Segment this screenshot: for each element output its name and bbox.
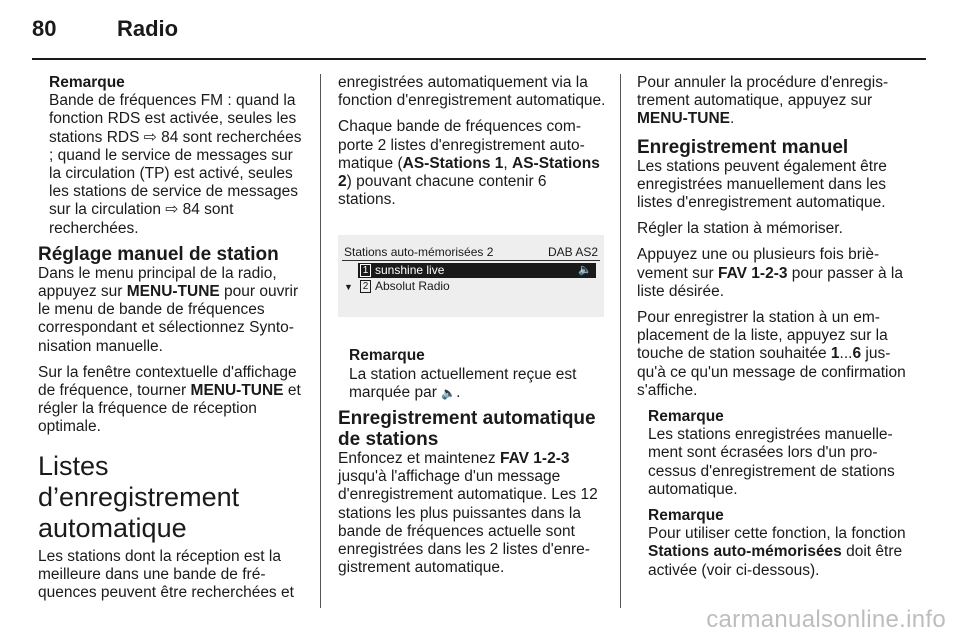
note-title: Remarque: [49, 74, 125, 91]
paragraph: Dans le menu principal de la radio, appuyez sur MENU-TUNE pour ouvrir le menu de bande de fréquences correspondant et sélectionnez Syntonisation manuelle.: [38, 264, 299, 355]
paragraph: enregistrées automatiquement via la fonction d'enregistrement automatique.: [338, 74, 606, 110]
station-row-selected: 1 sunshine live 🔈: [358, 263, 596, 278]
heading-auto-store: Enregistrement automatique de stations: [338, 408, 596, 451]
column-divider-2: [620, 74, 621, 608]
paragraph: Les stations peuvent également être enregistrées manuellement dans les listes d'enregistrement automatique.: [637, 157, 887, 212]
page-ref-icon: ⇨: [143, 128, 157, 146]
station-row: 2 Absolut Radio: [358, 279, 596, 294]
column-divider-1: [320, 74, 321, 608]
speaker-icon: 🔈: [441, 385, 457, 400]
column-3: [637, 74, 907, 580]
page-ref-icon: ⇨: [165, 201, 179, 219]
radio-display-screenshot: [338, 235, 604, 317]
paragraph: Sur la fenêtre contextuelle d'affichage de fréquence, tourner MENU-TUNE et régler la fréquence de réception optimale.: [38, 363, 301, 436]
paragraph: Enfoncez et maintenez FAV 1-2-3 jusqu'à l'affichage d'un message d'enregistrement automatique. Les 12 stations les plus puissantes dans la bande de fréquences actuelle sont enregistrées dans les 2 listes d'enregistrement automatique.: [338, 450, 598, 577]
column-1: [38, 74, 306, 610]
note-overwrite: Remarque Les stations enregistrées manuellement sont écrasées lors d'un processus d'enregistrement de stations automatique.: [648, 408, 895, 498]
triangle-down-icon: ▼: [344, 282, 353, 293]
paragraph: Appuyez une ou plusieurs fois brièvement sur FAV 1-2-3 pour passer à la liste désirée.: [637, 246, 903, 300]
paragraph: Pour annuler la procédure d'enregistrement automatique, appuyez sur MENU-TUNE.: [637, 74, 889, 128]
watermark: carmanualsonline.info: [706, 606, 946, 633]
note-enable-function: Remarque Pour utiliser cette fonction, la fonction Stations auto-mémorisées doit être activée (voir ci-dessous).: [648, 507, 906, 579]
speaker-icon: 🔈: [578, 264, 592, 277]
note-fm: Remarque Bande de fréquences FM : quand la fonction RDS est activée, seules les stations RDS ⇨ 84 sont recherchées ; quand le service de messages sur la circulation (TP) est activé, seules les stations de service de messages sur la circulation ⇨ 84 sont recherchées.: [38, 74, 306, 238]
page-header: [32, 16, 932, 56]
paragraph: Pour enregistrer la station à un emplacement de la liste, appuyez sur la touche de station souhaitée 1...6 jusqu'à ce qu'un message de confirmation s'affiche.: [637, 309, 906, 399]
page-number: 80: [32, 16, 57, 41]
heading-autostore-lists: Listes d’enregistrement automatique: [38, 450, 240, 543]
display-title: Stations auto-mémorisées 2: [344, 245, 494, 260]
paragraph: Les stations dont la réception est la meilleure dans une bande de fréquences peuvent être recherchées et: [38, 547, 294, 602]
heading-manual-store: Enregistrement manuel: [637, 136, 849, 158]
paragraph: Régler la station à mémoriser.: [637, 220, 843, 238]
heading-manual-tuning: Réglage manuel de station: [38, 243, 279, 265]
display-band: DAB AS2: [547, 245, 598, 260]
display-divider: [342, 260, 600, 261]
note-current-station: Remarque La station actuellement reçue est marquée par 🔈.: [349, 347, 577, 401]
paragraph: Chaque bande de fréquences comporte 2 listes d'enregistrement automatique (AS-Stations 1, AS-Stations 2) pouvant chacune contenir 6 stations.: [338, 118, 600, 209]
header-rule: [32, 58, 926, 60]
column-2: [338, 74, 606, 585]
section-title: Radio: [117, 16, 179, 41]
